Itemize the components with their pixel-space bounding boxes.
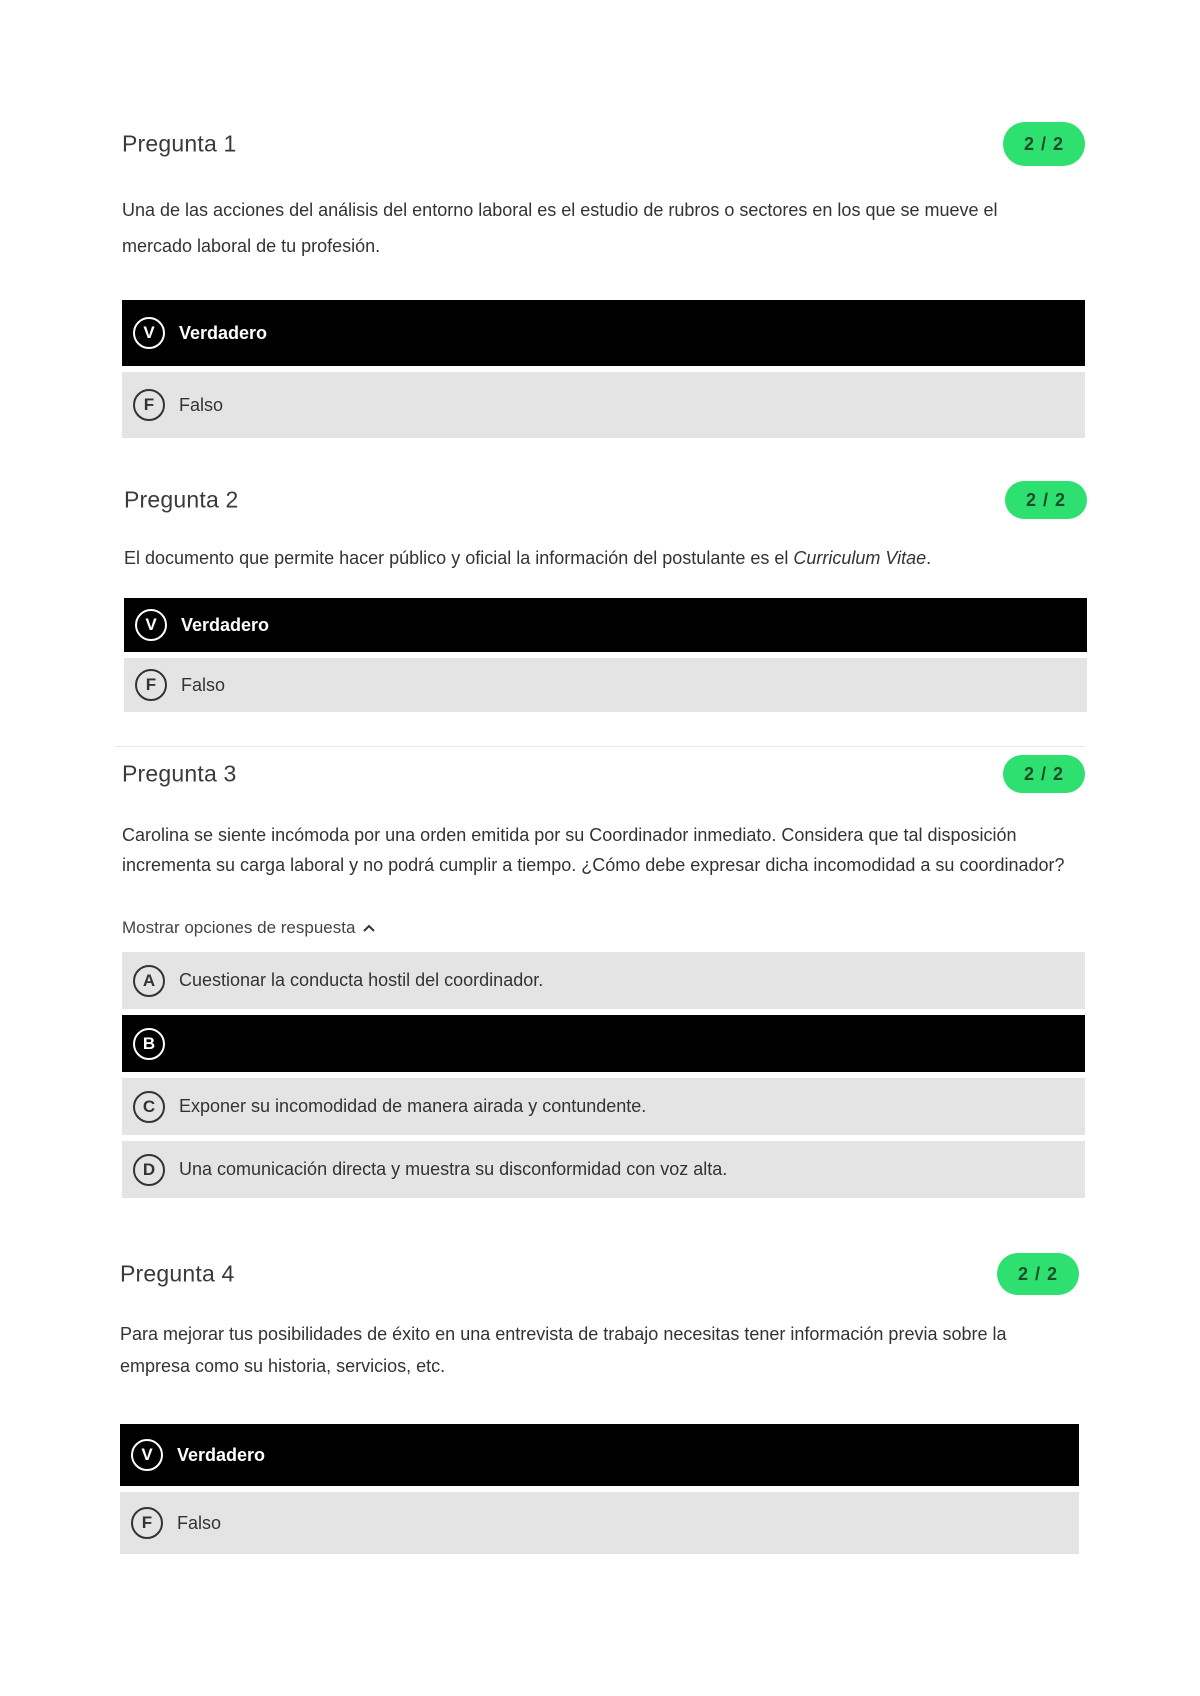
divider (115, 746, 1085, 747)
question-text: Para mejorar tus posibilidades de éxito en una entrevista de trabajo necesitas tener información previa sobre la empresa como su historia, servicios, etc. (120, 1324, 1007, 1376)
question-3 (122, 752, 1085, 1204)
show-options-label: Mostrar opciones de respuesta (122, 918, 356, 937)
option-letter-v: V (133, 317, 165, 349)
option-label: Verdadero (177, 1444, 266, 1465)
option-b[interactable] (122, 1015, 1085, 1072)
option-label: Una comunicación directa y muestra su disconformidad con voz alta. (179, 1159, 728, 1179)
option-label: Exponer su incomodidad de manera airada y contundente. (179, 1096, 647, 1116)
question-title: Pregunta 3 (122, 760, 237, 787)
option-c[interactable] (122, 1078, 1085, 1135)
question-4 (120, 1250, 1079, 1560)
question-text (124, 540, 1087, 576)
question-title: Pregunta 2 (124, 486, 239, 513)
option-label: Verdadero (181, 614, 270, 635)
question-text-line: incrementa su carga laboral y no podrá cumplir a tiempo. ¿Cómo debe expresar dicha incomodidad a su coordinador? (122, 855, 1065, 875)
option-verdadero[interactable] (122, 300, 1085, 366)
show-options-toggle[interactable] (122, 918, 1085, 938)
option-label: Falso (181, 674, 226, 695)
question-text (122, 820, 1085, 880)
chevron-up-icon (363, 921, 375, 935)
option-letter-f: F (135, 669, 167, 701)
option-a[interactable] (122, 952, 1085, 1009)
score-badge: 2 / 2 (1003, 122, 1085, 166)
option-label: Cuestionar la conducta hostil del coordinador. (179, 970, 544, 990)
question-header (124, 478, 1087, 522)
option-letter-b: B (133, 1028, 165, 1060)
question-header (120, 1250, 1079, 1298)
question-text-line: Carolina se siente incómoda por una orden emitida por su Coordinador inmediato. Considera que tal disposición (122, 825, 1017, 845)
option-letter-f: F (131, 1507, 163, 1539)
question-1 (122, 120, 1085, 444)
option-falso[interactable] (122, 372, 1085, 438)
option-letter-v: V (131, 1439, 163, 1471)
question-text-italic: Curriculum Vitae (793, 548, 927, 568)
option-falso[interactable] (120, 1492, 1079, 1554)
question-title: Pregunta 4 (120, 1260, 235, 1287)
score-badge: 2 / 2 (1003, 755, 1085, 793)
question-header (122, 120, 1085, 168)
option-letter-a: A (133, 965, 165, 997)
option-label: Verdadero (179, 322, 268, 343)
question-2 (124, 478, 1087, 718)
score-badge: 2 / 2 (1005, 481, 1087, 519)
option-letter-c: C (133, 1091, 165, 1123)
question-title: Pregunta 1 (122, 130, 237, 157)
option-letter-f: F (133, 389, 165, 421)
option-verdadero[interactable] (124, 598, 1087, 652)
option-label: Falso (177, 1512, 222, 1533)
question-text-part: . (926, 548, 932, 568)
option-falso[interactable] (124, 658, 1087, 712)
option-letter-v: V (135, 609, 167, 641)
score-badge: 2 / 2 (997, 1253, 1079, 1295)
question-text: Una de las acciones del análisis del entorno laboral es el estudio de rubros o sectores en los que se mueve el mercado laboral de tu profesión. (122, 200, 998, 256)
option-label: Falso (179, 394, 224, 415)
option-letter-d: D (133, 1154, 165, 1186)
question-text-part: El documento que permite hacer público y oficial la información del postulante es el (124, 548, 794, 568)
question-header (122, 752, 1085, 796)
option-verdadero[interactable] (120, 1424, 1079, 1486)
option-d[interactable] (122, 1141, 1085, 1198)
